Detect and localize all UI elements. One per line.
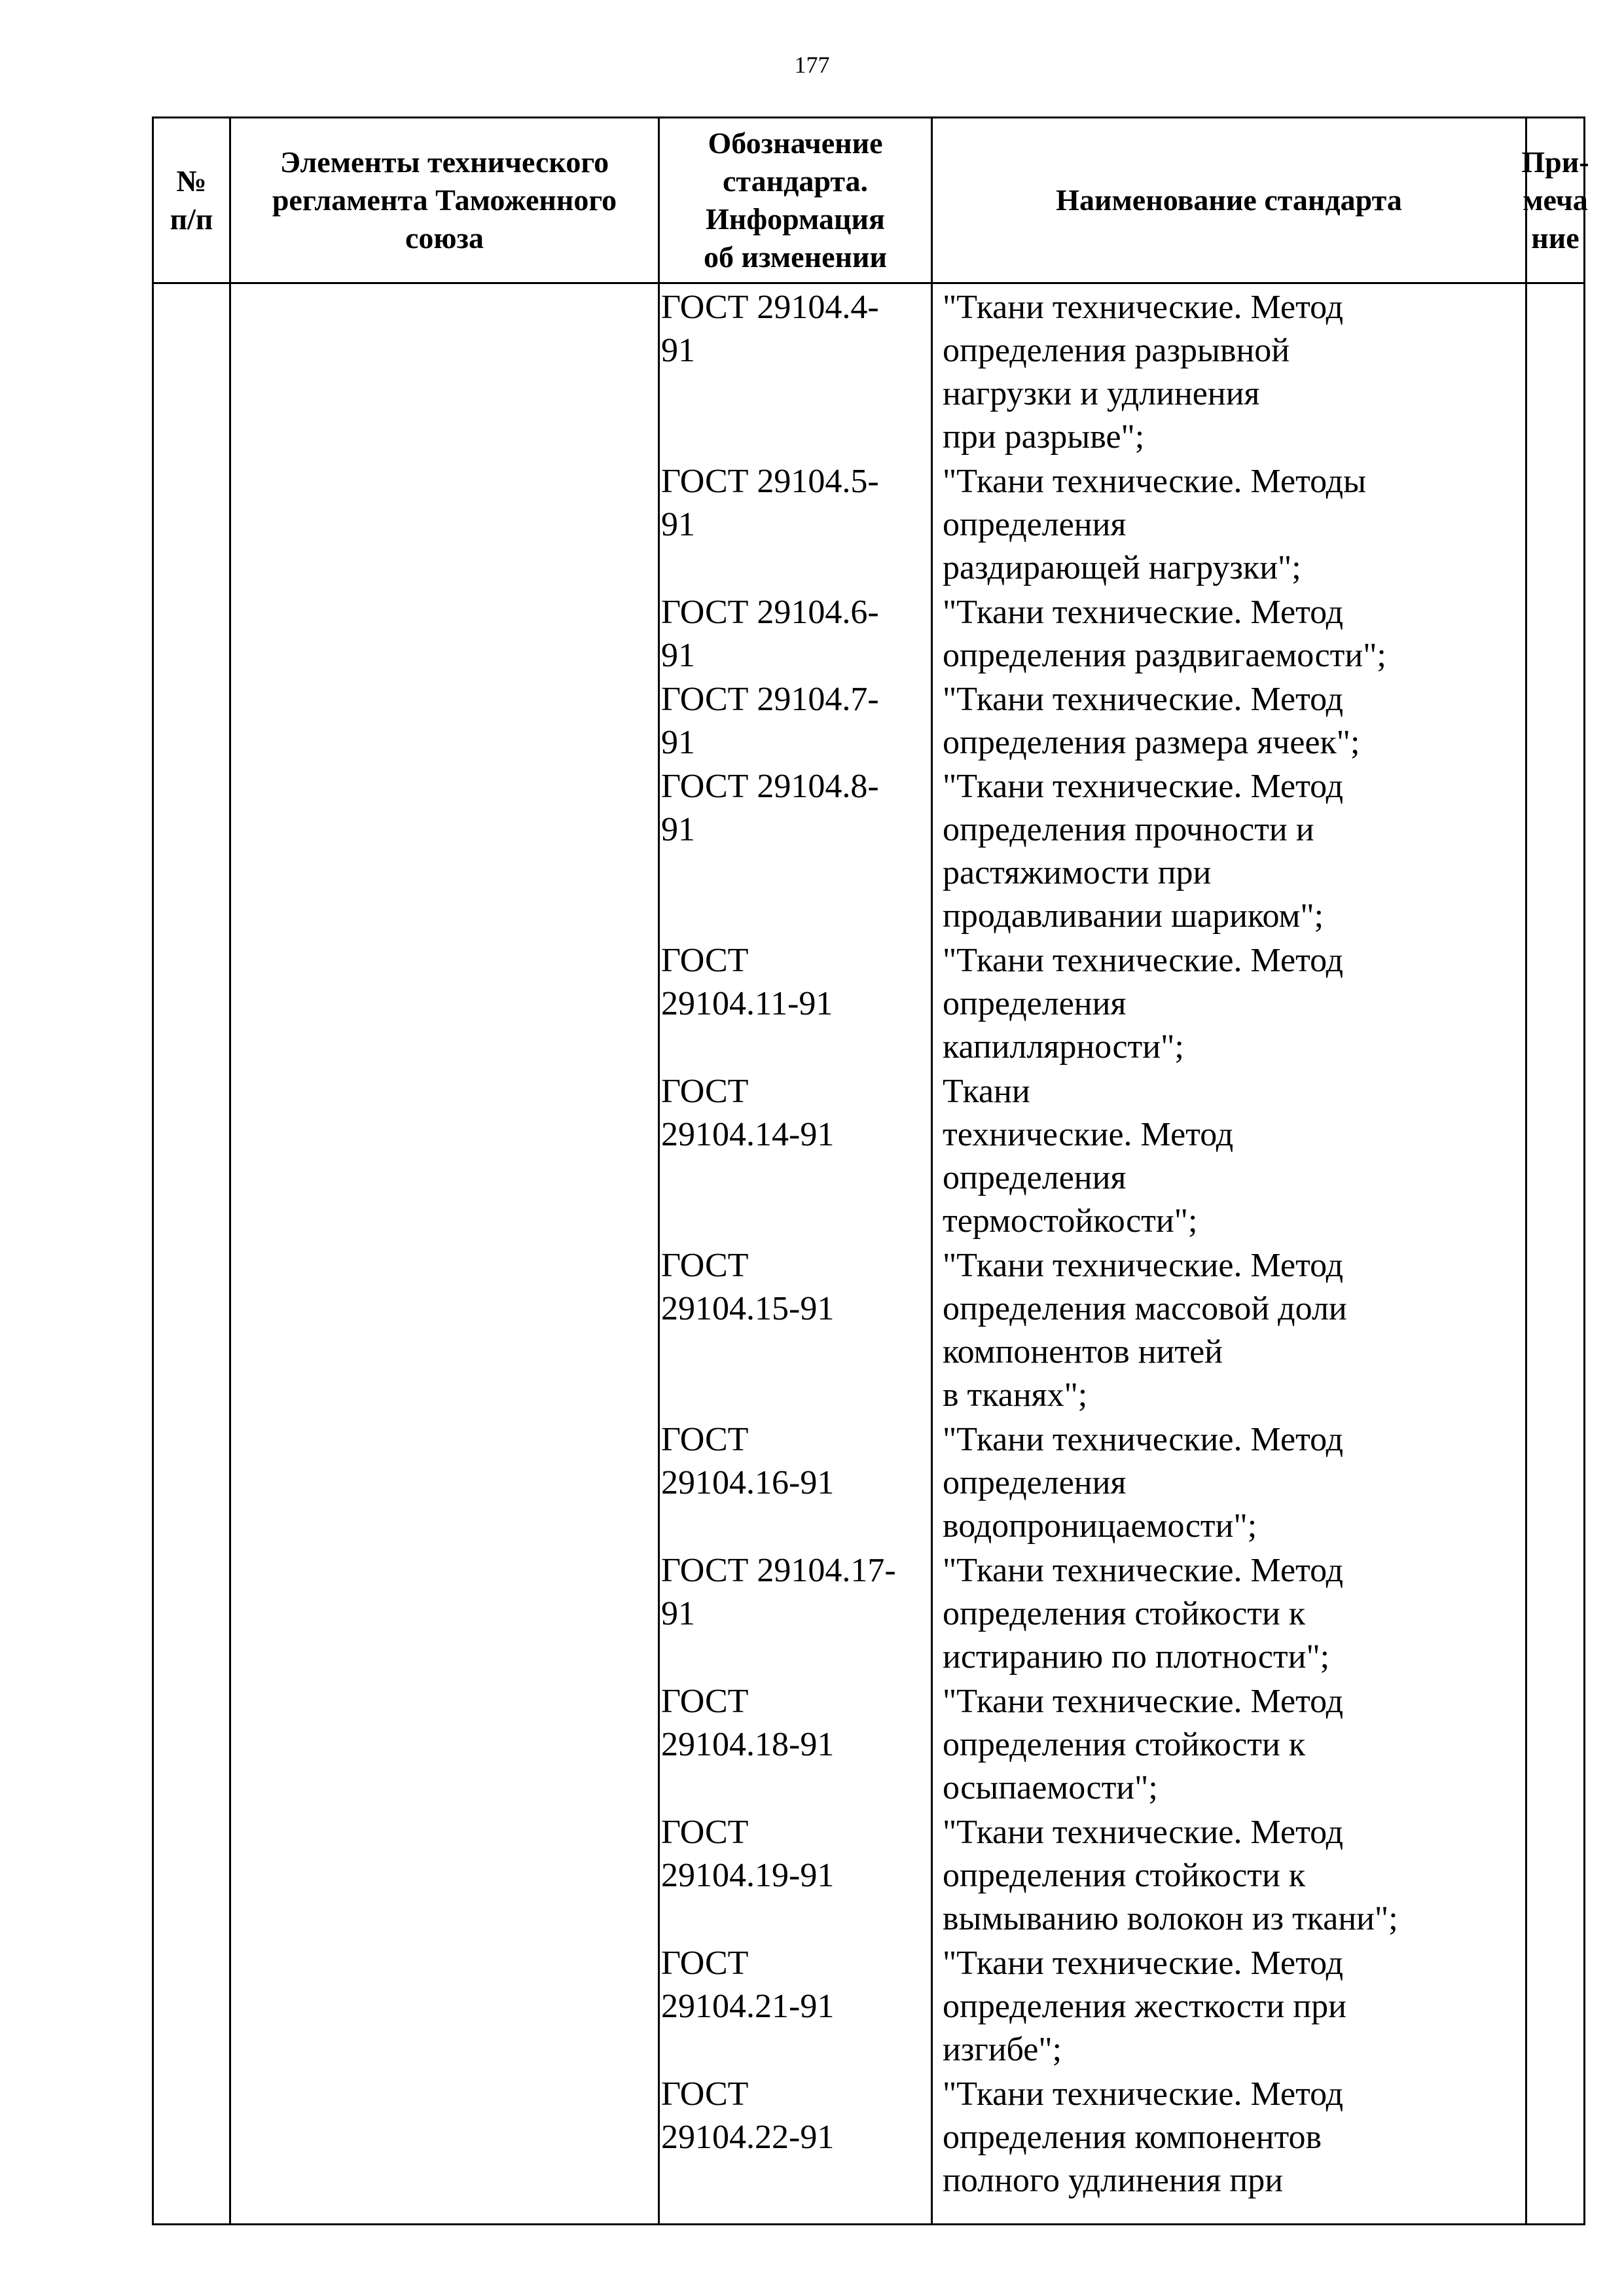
standard-name: "Ткани технические. Метод определения стойкости к истиранию по плотности"; <box>943 1552 1344 1676</box>
standard-name: "Ткани технические. Метод определения раздвигаемости"; <box>943 594 1386 674</box>
standard-code: ГОСТ 29104.21-91 <box>661 1945 835 2025</box>
page-number: 177 <box>794 52 830 78</box>
standard-code: ГОСТ 29104.11-91 <box>661 942 833 1022</box>
standard-name: "Ткани технические. Метод определения водопроницаемости"; <box>943 1421 1344 1545</box>
header-col-designation: Обозначение стандарта. Информация об изменении <box>703 126 888 274</box>
standard-name: "Ткани технические. Методы определения раздирающей нагрузки"; <box>943 463 1367 586</box>
standard-name: "Ткани технические. Метод определения стойкости к вымыванию волокон из ткани"; <box>943 1814 1398 1937</box>
standard-name: "Ткани технические. Метод определения прочности и растяжимости при продавливании шариком"; <box>943 768 1344 935</box>
standard-code: ГОСТ 29104.6- 91 <box>661 594 879 674</box>
column-divider <box>658 118 660 2223</box>
standard-name: "Ткани технические. Метод определения размера ячеек"; <box>943 681 1360 761</box>
column-divider <box>229 118 231 2223</box>
standard-code: ГОСТ 29104.19-91 <box>661 1814 835 1894</box>
standard-code: ГОСТ 29104.18-91 <box>661 1683 835 1763</box>
standard-code: ГОСТ 29104.15-91 <box>661 1247 835 1327</box>
standard-name: "Ткани технические. Метод определения компонентов полного удлинения при <box>943 2075 1344 2199</box>
standards-table <box>152 117 1589 2225</box>
standard-name: "Ткани технические. Метод определения стойкости к осыпаемости"; <box>943 1683 1344 1806</box>
standard-name: "Ткани технические. Метод определения капиллярности"; <box>943 942 1344 1066</box>
standard-code: ГОСТ 29104.17- 91 <box>661 1552 896 1632</box>
header-col-note: При- меча ние <box>1521 145 1589 255</box>
standard-code: ГОСТ 29104.5- 91 <box>661 463 879 543</box>
standard-name: "Ткани технические. Метод определения массовой доли компонентов нитей в тканях"; <box>943 1247 1347 1414</box>
standard-name: Ткани технические. Метод определения термостойкости"; <box>943 1073 1234 1240</box>
standard-code: ГОСТ 29104.22-91 <box>661 2075 835 2156</box>
standard-code: ГОСТ 29104.8- 91 <box>661 768 879 848</box>
header-col-elements: Элементы технического регламента Таможенного союза <box>272 145 617 255</box>
header-col-name: Наименование стандарта <box>1056 183 1402 217</box>
header-divider <box>154 282 1583 284</box>
standard-code: ГОСТ 29104.4- 91 <box>661 289 879 369</box>
column-divider <box>1525 118 1527 2223</box>
standard-code: ГОСТ 29104.14-91 <box>661 1073 835 1153</box>
column-divider <box>931 118 933 2223</box>
standard-name: "Ткани технические. Метод определения разрывной нагрузки и удлинения при разрыве"; <box>943 289 1344 456</box>
standard-name: "Ткани технические. Метод определения жесткости при изгибе"; <box>943 1945 1346 2068</box>
standard-code: ГОСТ 29104.7- 91 <box>661 681 879 761</box>
header-col-number: № п/п <box>170 164 213 236</box>
standard-code: ГОСТ 29104.16-91 <box>661 1421 835 1501</box>
